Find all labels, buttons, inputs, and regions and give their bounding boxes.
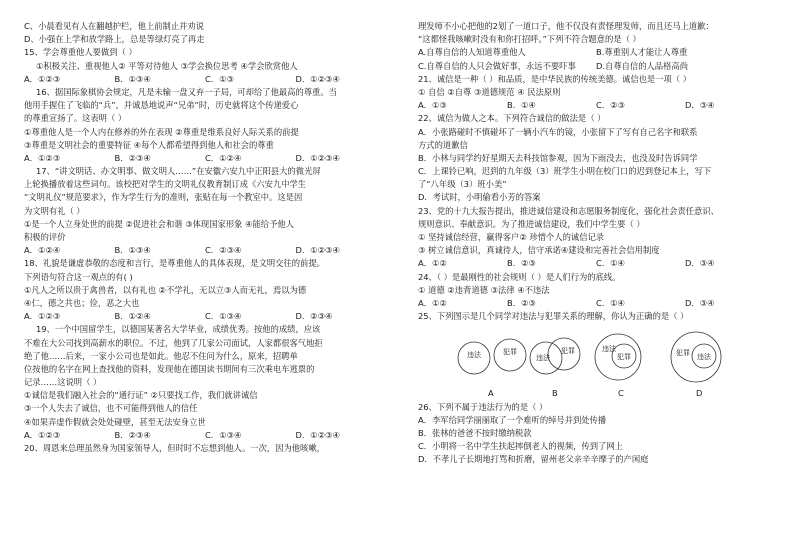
q16-options	[24, 152, 386, 165]
venn-d-fanzui-label: 犯罪	[676, 349, 690, 358]
venn-d-weifa-label: 违法	[697, 353, 711, 362]
q18-line: 下列语句符合这一观点的有( )	[24, 271, 133, 282]
q22-stem: 22、诚信为做人之本。下列符合诚信的做法是（ ）	[418, 113, 606, 124]
q21-options	[418, 99, 774, 112]
q21-option-b: B．①④	[507, 100, 536, 111]
q15-stem: 15、学会尊重他人要做到（ ）	[24, 47, 137, 58]
q22-line: 了“八年级（3）班小美”	[418, 179, 507, 190]
right-column	[418, 20, 774, 466]
q25-stem: 25、下列图示是几个同学对违法与犯罪关系的理解，你认为正确的是（ ）	[418, 311, 689, 322]
q16-item: ①尊重他人是一个人内在修养的外在表现 ②尊重是维系良好人际关系的前提	[24, 126, 299, 137]
q19-line: 绝了他……后来，一家小公司也是如此。他忍不住问为什么，原来，招聘单	[24, 350, 298, 361]
left-column	[24, 20, 386, 455]
q24-option-a: A．①②	[418, 297, 447, 308]
q19-line: 不难在大公司找到高薪水的职位。不过，他到了几家公司面试，人家都很客气地拒	[24, 337, 323, 348]
q20-options-row	[418, 46, 774, 59]
q17-line: 上轮换播放着这些词句。该校把对学生的文明礼仪教育制订成《六安九中学生	[24, 179, 307, 190]
q17-option-d: D．①②③④	[295, 245, 340, 256]
venn-c-weifa-label: 违法	[602, 345, 616, 354]
q22-line: C．上课铃已响，迟到的九年级（3）班学生小明在校门口的迟到登记本上，写下	[418, 166, 712, 177]
q17-line: 17、“讲文明话、办文明事、做文明人……”在安徽六安九中正阳县大的微光屏	[36, 166, 321, 177]
q16-option-a: A．①②③	[24, 152, 61, 163]
q17-option-b: B．①③④	[114, 245, 151, 256]
q25-label-a: A	[488, 388, 494, 399]
q16-item: ③尊重是文明社会的重要特征 ④每个人都希望得到他人和社会的尊重	[24, 139, 274, 150]
venn-c-fanzui-label: 犯罪	[617, 353, 631, 362]
venn-b-weifa-label: 违法	[536, 354, 550, 363]
q25-option-labels	[418, 387, 774, 400]
q23-line: 23、党的十九大报告提出，推进诚信建设和志愿服务制度化，强化社会责任意识、	[418, 205, 719, 216]
q23-item: ③ 树立诚信意识，真诚待人，信守承诺④建设和完善社会信用制度	[418, 245, 660, 256]
q17-option-c: C．②③④	[205, 245, 242, 256]
q17-item: 积极的评价	[24, 232, 66, 242]
q24-option-c: C．①④	[596, 297, 625, 308]
q20-option-b: B.尊重别人才能让人尊重	[596, 47, 688, 58]
q25-label-b: B	[552, 388, 558, 399]
q19-item: ①诚信是我们融入社会的“通行证” ②只要找工作，我们就讲诚信	[24, 390, 258, 401]
venn-a-fanzui-label: 犯罪	[503, 348, 517, 357]
q26-option-d: D．不孝儿子长期地打骂和折磨，留州老父亲辛辛摩子的产闲庭	[418, 454, 649, 465]
q20-option-d: D.自尊自信的人品格高尚	[596, 60, 688, 71]
q19-item: ④如果弄虚作假就会处处碰壁，甚至无法安身立世	[24, 416, 206, 427]
q18-item: ①凡人之所以贵于禽兽者，以有礼也 ②不学礼，无以立③人而无礼，焉以为德	[24, 284, 307, 295]
q16-line: 他用手握住了飞临的“兵”，并诚恳地说声“兄弟”时，历史就将这个传递爱心	[24, 100, 299, 111]
q23-options	[418, 257, 774, 270]
q23-option-a: A．①②	[418, 258, 447, 269]
q19-options	[24, 429, 386, 442]
q24-options	[418, 297, 774, 310]
q15-option-d: D．①②③④	[295, 73, 340, 84]
q24-option-b: B．②③	[507, 297, 536, 308]
q19-option-d: D．①②③④	[295, 429, 340, 440]
q23-item: ① 坚持诚信经营，赢得客户② 珍惜个人的诚信记录	[418, 232, 605, 242]
q15-option-a: A．①②③	[24, 73, 61, 84]
q17-options	[24, 244, 386, 257]
q22-line: B．小林与同学约好星期天去科技馆参观，因为下雨没去，也没及时告诉同学	[418, 152, 698, 163]
q26-stem: 26、下列不属于违法行为的是（ ）	[418, 401, 548, 412]
venn-a-weifa-label: 违法	[467, 351, 481, 360]
q18-option-b: B．①②④	[114, 311, 151, 322]
q20-line: “这都怪我咳嗽时没有和你打招呼。”下列不符合题意的是（ ）	[418, 34, 641, 45]
q22-line: A．小张路碰时不慎碰坏了一辆小汽车的镜，小张留下了写有自己名字和联系	[418, 126, 698, 137]
q23-option-b: B．②③	[507, 258, 536, 269]
q22-line: 方式的道歉信	[418, 139, 468, 150]
q17-item: ①是一个人立身处世的前提 ②促进社会和谐 ③体现国家形象 ④能给予他人	[24, 218, 294, 229]
q18-option-d: D．②③④	[295, 311, 333, 322]
q18-option-c: C．①③④	[205, 311, 242, 322]
q15-items: ①积极关注、重视他人② 平等对待他人 ③学会换位思考 ④学会欣赏他人	[36, 60, 298, 71]
q14-option-d: D、小强在上学和放学路上，总是等绿灯亮了再走	[24, 34, 205, 45]
q19-option-c: C．①③④	[205, 429, 242, 440]
q18-options	[24, 310, 386, 323]
q19-item: ③一个人失去了诚信，也不可能得到他人的信任	[24, 403, 198, 414]
q19-line: 记录……这说明（ ）	[24, 377, 102, 388]
q23-option-c: C．①④	[596, 258, 625, 269]
q25-venn-svg	[418, 327, 774, 389]
q20-options-row	[418, 60, 774, 73]
q20-line: 理发师不小心把他的2划了一道口子，他不仅没有责怪理发师，而且还马上道歉：	[418, 21, 714, 31]
q17-option-a: A．①②④	[24, 245, 61, 256]
q18-option-a: A．①②③	[24, 311, 61, 322]
q20-option-c: C.自尊自信的人只会做好事，永远不要吓事	[418, 60, 576, 71]
venn-b-fanzui-label: 犯罪	[561, 347, 575, 356]
q21-option-d: D．③④	[685, 100, 715, 111]
q24-items: ① 道德 ②违背道德 ③法律 ④不违法	[418, 284, 550, 295]
q16-option-c: C．①②④	[205, 152, 242, 163]
q17-line: 为文明有礼（ ）	[24, 205, 85, 216]
q25-label-d: D	[696, 388, 703, 399]
q17-line: “文明礼仪”规范要求》，作为学生行为的准则，张贴在每一个教室中。这是因	[24, 192, 303, 203]
q16-option-b: B．②③④	[114, 152, 151, 163]
q19-line: 19、一个中国留学生，以德国某著名大学毕业，成绩优秀。按他的成绩，应该	[36, 324, 321, 335]
venn-d-outer-circle	[671, 332, 721, 382]
q14-option-c: C、小晨看见有人在翻越护栏，他上前制止并劝说	[24, 21, 205, 31]
q24-option-d: D．③④	[685, 297, 715, 308]
q25-diagrams	[418, 327, 774, 387]
q26-option-a: A．李军给同学丽丽取了一个难听的绰号并到处传播	[418, 414, 607, 425]
q25-label-c: C	[618, 388, 624, 399]
q19-option-a: A．①②③	[24, 429, 61, 440]
q20-stem: 20、周恩来总理虽然身为国家领导人，但时时不忘想到他人。一次，因为他咳嗽，	[24, 443, 325, 453]
q16-line: 16、据国际象棋协会规定，凡是未输一盘又弃一子局，可却给了他最高的尊重。当	[36, 86, 337, 97]
q21-stem: 21、诚信是一种（ ）和品质，是中华民族的传统美德。诚信也是一项（ ）	[418, 73, 692, 84]
q21-option-c: C．②③	[596, 100, 625, 111]
q18-item: ④仁，德之共也；俭，恶之大也	[24, 297, 140, 308]
q24-stem: 24、（ ）是最刚性的社会规则（ ）是人们行为的底线。	[418, 271, 621, 282]
q18-line: 18、礼貌是谦虚恭敬的态度和言行，是尊重他人的具体表现，是文明交往的前提。	[24, 258, 325, 269]
q16-line: 的尊重宣扬了。这表明（ ）	[24, 113, 127, 124]
q16-option-d: D．①②③④	[295, 152, 340, 163]
q22-line: D．考试时，小明偷看小芳的答案	[418, 192, 541, 203]
q26-option-b: B．张林的爸爸不按时缴纳税款	[418, 427, 532, 438]
q21-option-a: A．①③	[418, 100, 447, 111]
q20-option-a: A.自尊自信的人知道尊重他人	[418, 47, 526, 58]
q15-options	[24, 73, 386, 86]
q19-line: 位按他的名字在网上查找他的资料，发现他在德国读书期间有三次乘电车逃票的	[24, 363, 315, 374]
q23-option-d: D．③④	[685, 258, 715, 269]
q23-line: 规则意识、奉献意识。为了推进诚信建设，我们中学生要（ ）	[418, 218, 645, 229]
q15-option-c: C．①③	[205, 73, 234, 84]
q21-items: ① 自信 ②自尊 ③道德规范 ④ 民法原则	[418, 86, 561, 97]
q19-option-b: B．②③④	[114, 429, 151, 440]
q26-option-c: C．小明将一名中学生扶起摔倒老人的视频，传到了网上	[418, 441, 623, 452]
q15-option-b: B．①③④	[114, 73, 151, 84]
